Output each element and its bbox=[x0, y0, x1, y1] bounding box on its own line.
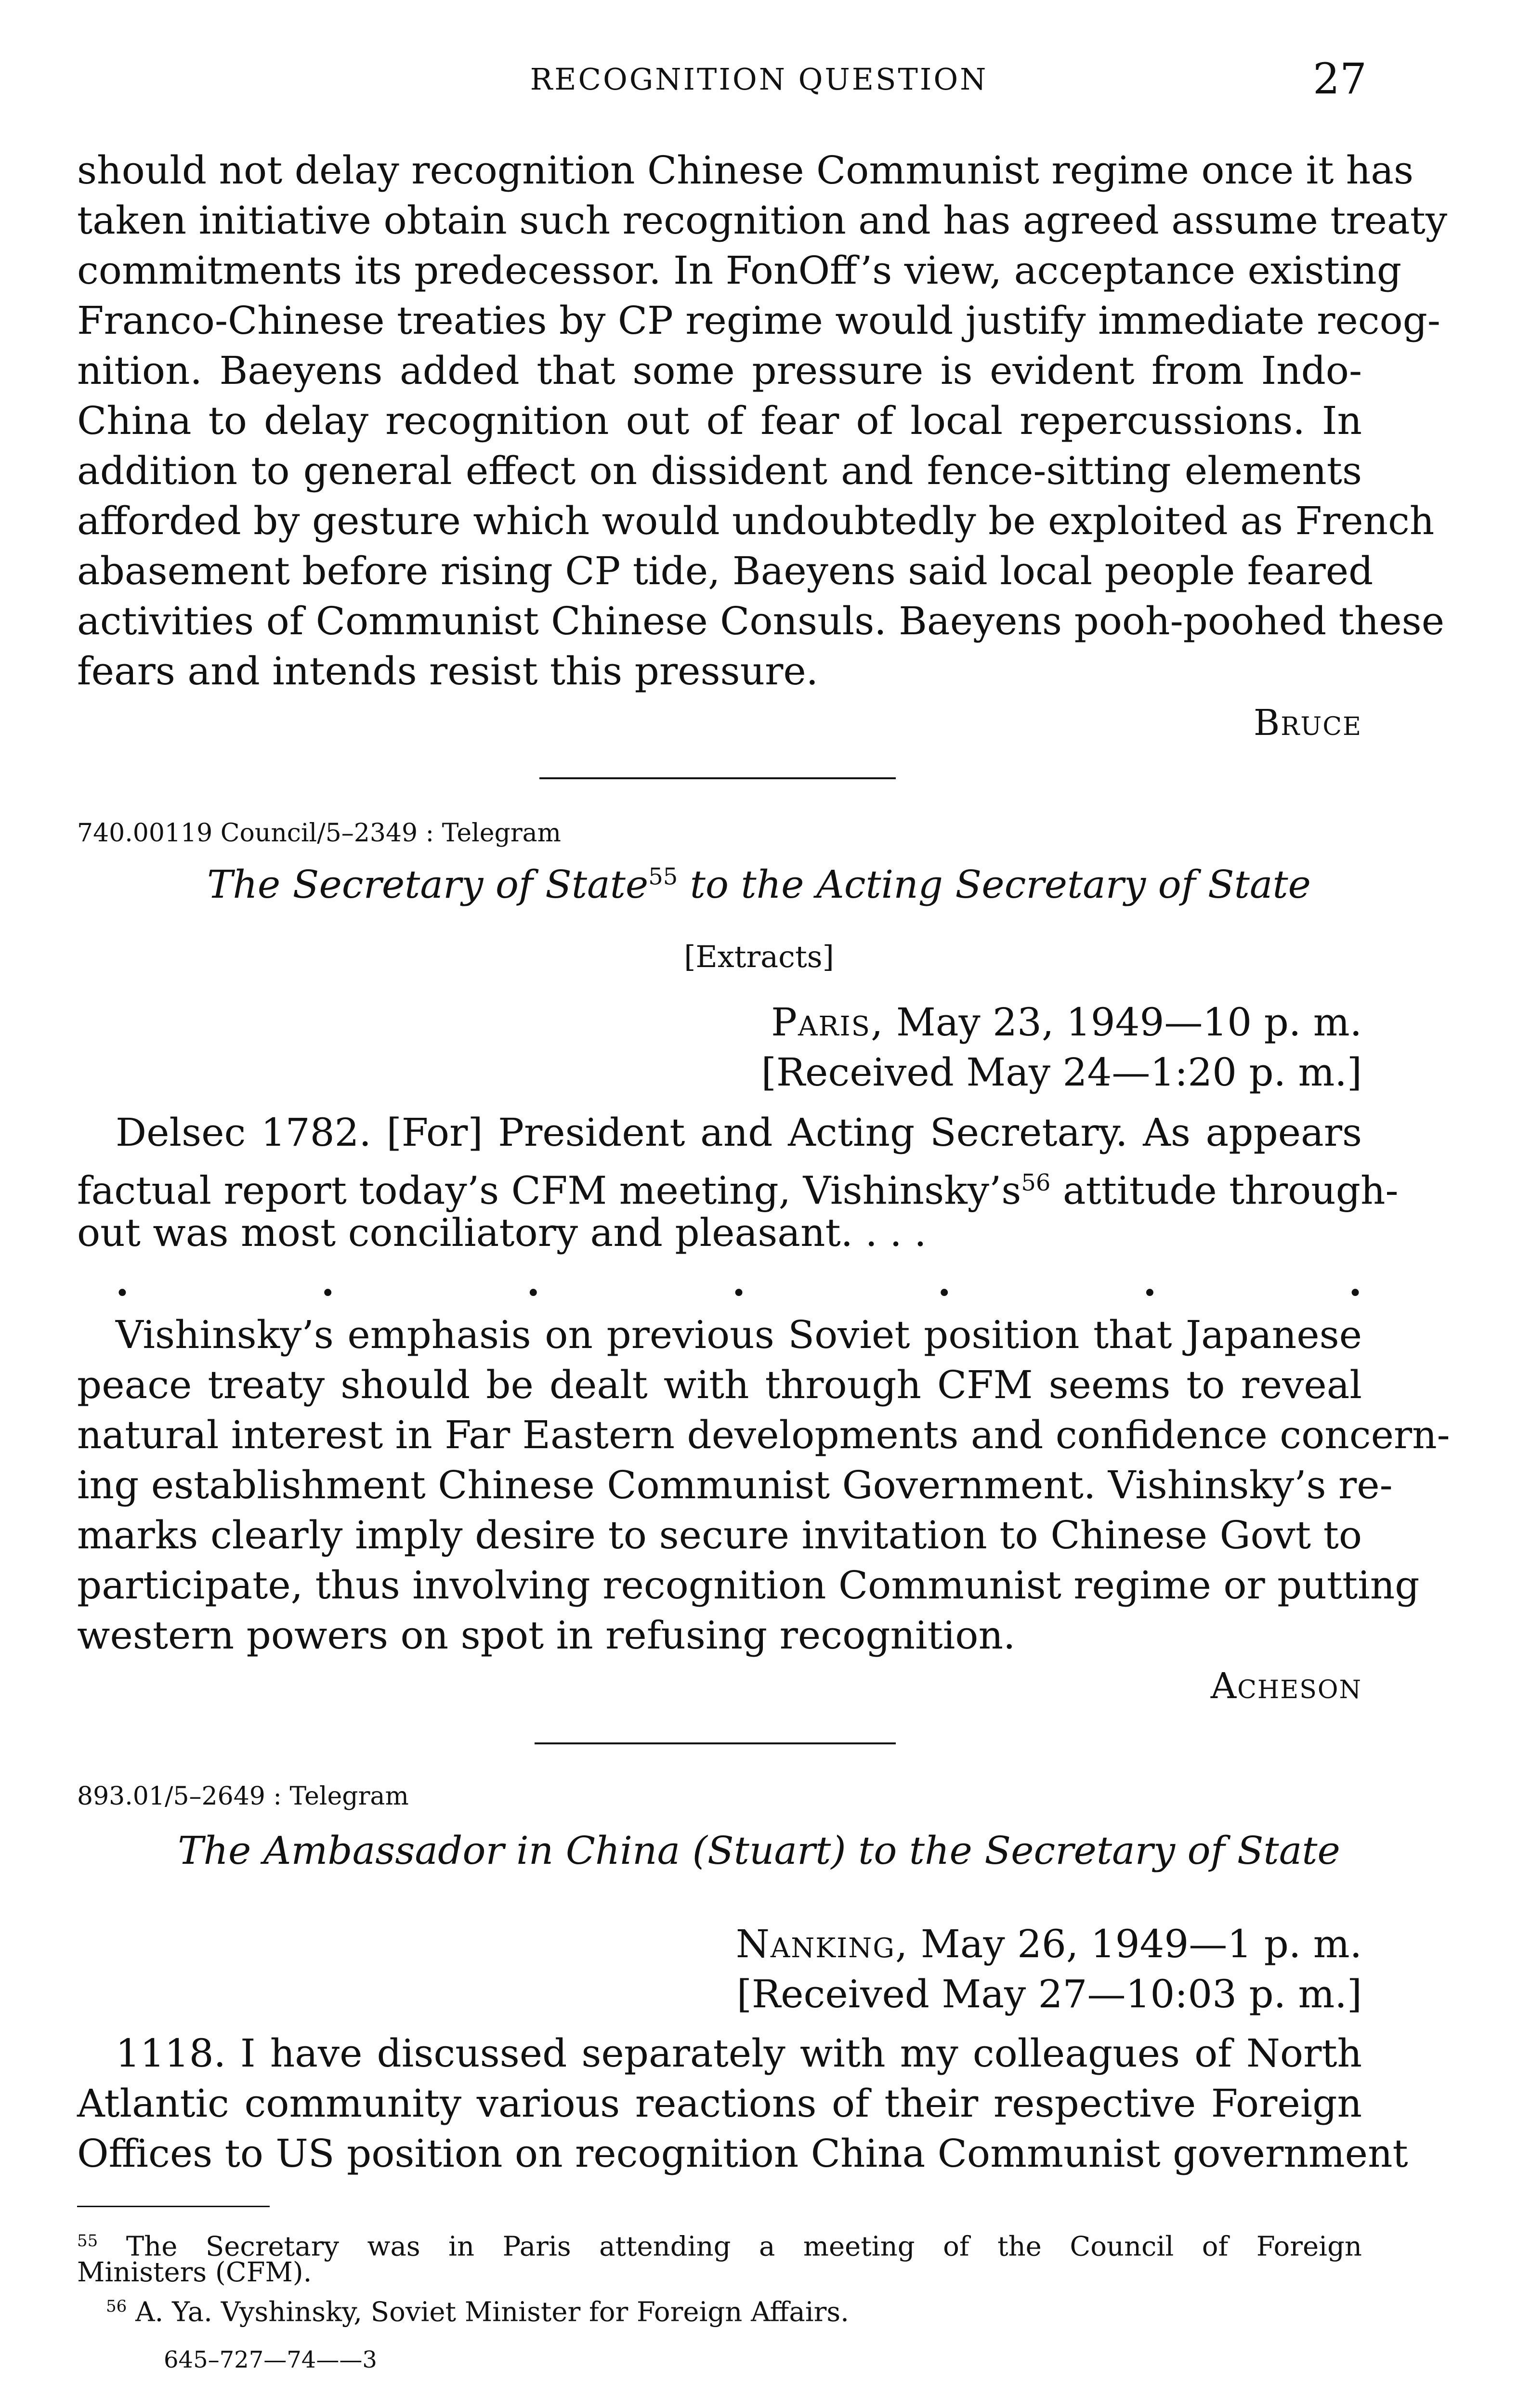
dateline-place: Nanking, bbox=[735, 1922, 909, 1966]
text-line: participate, thus involving recognition Communist regime or putting bbox=[77, 1563, 1420, 1608]
text-line: nition. Baeyens added that some pressure is evident from Indo- bbox=[77, 348, 1362, 393]
text-line: fears and intends resist this pressure. bbox=[77, 649, 819, 694]
section-divider bbox=[539, 777, 896, 779]
text-segment: attitude through- bbox=[1062, 1168, 1399, 1213]
text-line bbox=[77, 1158, 1399, 1213]
text-line: western powers on spot in refusing recognition. bbox=[77, 1613, 1016, 1658]
footnote-ref-56: 56 bbox=[1021, 1169, 1051, 1196]
text-line: China to delay recognition out of fear of local repercussions. In bbox=[77, 398, 1362, 443]
text-line: natural interest in Far Eastern developments and confidence concern- bbox=[77, 1413, 1450, 1457]
footnote-56 bbox=[106, 2290, 849, 2329]
text-line: commitments its predecessor. In FonOff’s view, acceptance existing bbox=[77, 248, 1402, 293]
dateline-date: May 23, 1949—10 p. m. bbox=[896, 1000, 1362, 1045]
footnote-text: The Secretary was in Paris attending a meeting of the Council of Foreign bbox=[126, 2231, 1362, 2263]
title-paren: (Stuart) bbox=[692, 1828, 846, 1873]
footnote-55 bbox=[77, 2225, 1362, 2263]
footnote-ref-55: 55 bbox=[648, 863, 678, 890]
dateline-place: Paris, bbox=[771, 1000, 884, 1045]
extracts-label: [Extracts] bbox=[684, 939, 834, 974]
received-line: [Received May 24—1:20 p. m.] bbox=[761, 1050, 1362, 1095]
text-line: 1118. I have discussed separately with my colleagues of North bbox=[116, 2031, 1362, 2076]
text-line: afforded by gesture which would undoubtedly be exploited as French bbox=[77, 498, 1435, 543]
text-line: activities of Communist Chinese Consuls. Baeyens pooh-poohed these bbox=[77, 599, 1445, 643]
dateline-date: May 26, 1949—1 p. m. bbox=[920, 1922, 1362, 1966]
file-reference: 740.00119 Council/5–2349 : Telegram bbox=[77, 819, 561, 848]
section-divider bbox=[535, 1742, 896, 1744]
text-line: Delsec 1782. [For] President and Acting Secretary. As appears bbox=[116, 1110, 1362, 1155]
text-line: ing establishment Chinese Communist Government. Vishinsky’s re- bbox=[77, 1463, 1393, 1507]
text-line: out was most conciliatory and pleasant. . . . bbox=[77, 1210, 927, 1255]
text-line: Vishinsky’s emphasis on previous Soviet position that Japanese bbox=[116, 1312, 1362, 1357]
signature-bruce: Bruce bbox=[1253, 702, 1362, 744]
signature-acheson: Acheson bbox=[1210, 1665, 1362, 1707]
text-line: marks clearly imply desire to secure invitation to Chinese Govt to bbox=[77, 1513, 1362, 1557]
footnote-mark: 56 bbox=[106, 2297, 127, 2316]
text-line: Atlantic community various reactions of their respective Foreign bbox=[77, 2081, 1362, 2126]
footnote-rule bbox=[77, 2206, 270, 2207]
title-text-rest: to the Acting Secretary of State bbox=[690, 862, 1311, 907]
text-line: taken initiative obtain such recognition and has agreed assume treaty bbox=[77, 198, 1448, 243]
print-code: 645–727—74——3 bbox=[164, 2346, 377, 2373]
footnote-55-continued: Ministers (CFM). bbox=[77, 2257, 312, 2288]
page-number: 27 bbox=[1313, 54, 1367, 104]
text-line: Offices to US position on recognition China Communist government bbox=[77, 2131, 1408, 2176]
title-text: The Secretary of State bbox=[207, 862, 649, 907]
dateline bbox=[674, 1000, 1362, 1045]
title-text-rest: to the Secretary of State bbox=[858, 1828, 1340, 1873]
text-line: addition to general effect on dissident and fence-sitting elements bbox=[77, 448, 1362, 493]
received-line: [Received May 27—10:03 p. m.] bbox=[736, 1972, 1362, 2016]
text-line: Franco-Chinese treaties by CP regime would justify immediate recog- bbox=[77, 298, 1440, 343]
running-title: RECOGNITION QUESTION bbox=[530, 62, 988, 97]
omission-dots: . . . . . . . bbox=[116, 1259, 1362, 1305]
file-reference: 893.01/5–2649 : Telegram bbox=[77, 1782, 409, 1811]
footnote-mark: 55 bbox=[77, 2231, 98, 2251]
document-title bbox=[0, 1828, 1518, 1873]
text-segment: factual report today’s CFM meeting, Vishinsky’s bbox=[77, 1168, 1021, 1213]
text-line: should not delay recognition Chinese Communist regime once it has bbox=[77, 148, 1414, 193]
text-line: abasement before rising CP tide, Baeyens said local people feared bbox=[77, 549, 1374, 593]
footnote-text: A. Ya. Vyshinsky, Soviet Minister for Foreign Affairs. bbox=[135, 2296, 849, 2328]
document-title bbox=[0, 862, 1518, 907]
text-line: peace treaty should be dealt with through CFM seems to reveal bbox=[77, 1362, 1362, 1407]
dateline bbox=[674, 1922, 1362, 1966]
title-text: The Ambassador in China bbox=[178, 1828, 680, 1873]
